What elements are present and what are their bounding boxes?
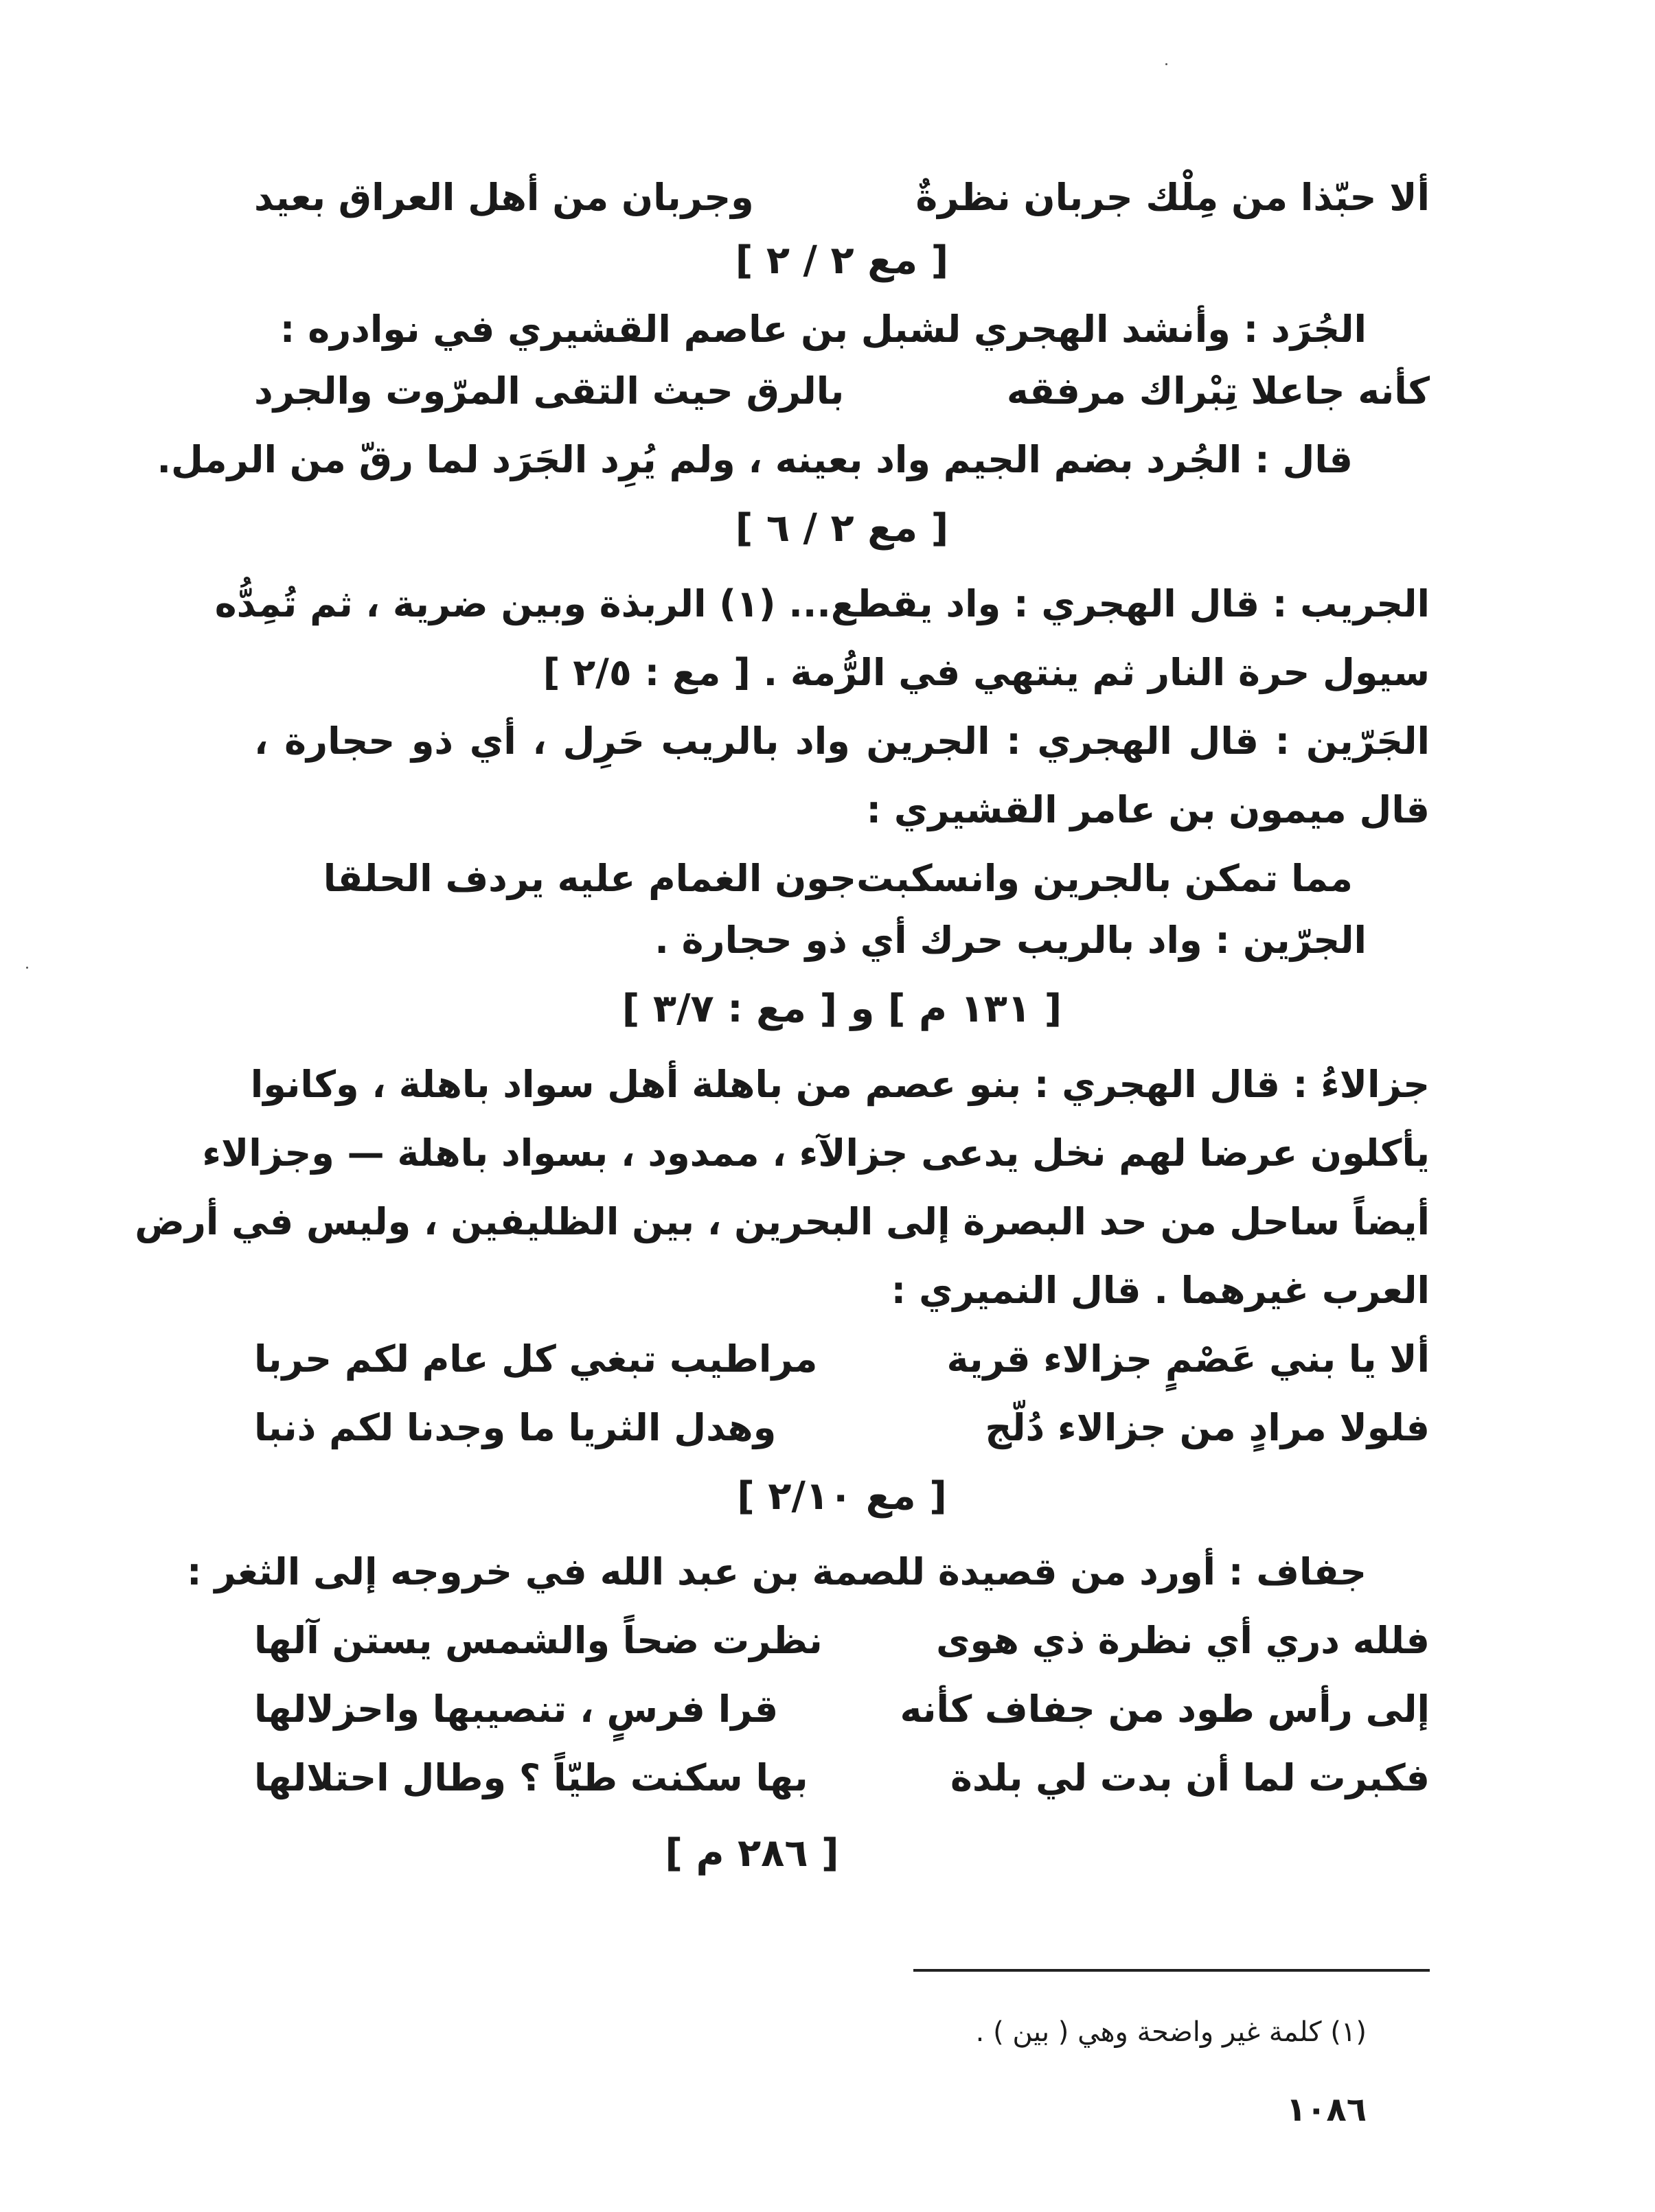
verse-first-hemistich: ألا يا بني عَصْمٍ جزالاء قرية <box>946 1337 1430 1381</box>
verse-first-hemistich: فكبرت لما أن بدت لي بلدة <box>950 1756 1430 1799</box>
verse-line-5 <box>254 1401 1430 1455</box>
page-number: ١٠٨٦ <box>1286 2090 1367 2129</box>
verse-first-hemistich: كأنه جاعلا تِبْراك مرفقه <box>1006 369 1430 413</box>
verse-second-hemistich: نظرت ضحاً والشمس يستن آلها <box>254 1619 823 1662</box>
source-reference: [ مع ٢ / ٦ ] <box>735 506 949 551</box>
verse-second-hemistich: بالرق حيث التقى المرّوت والجرد <box>254 369 845 413</box>
paragraph-line: سيول حرة النار ثم ينتهي في الرُّمة . [ مع : ٢/٥ ] <box>543 651 1430 694</box>
verse-line-4 <box>254 1332 1430 1387</box>
verse-line-7 <box>254 1682 1430 1737</box>
paragraph-line: العرب غيرهما . قال النميري : <box>891 1269 1430 1312</box>
source-reference: [ مع ٢/١٠ ] <box>737 1474 947 1519</box>
verse-line-2 <box>254 364 1430 419</box>
entry-heading-juzala: جزالاءُ : قال الهجري : بنو عصم من باهلة أهل سواد باهلة ، وكانوا <box>250 1063 1430 1106</box>
scan-speck <box>1165 63 1167 65</box>
paragraph-line: قال : الجُرد بضم الجيم واد بعينه ، ولم يُرِد الجَرَد لما رقّ من الرمل. <box>157 438 1353 481</box>
source-reference: [ ٢٨٦ م ] <box>665 1831 839 1876</box>
verse-second-hemistich: مراطيب تبغي كل عام لكم حربا <box>254 1337 818 1381</box>
entry-heading-al-jarib: الجريب : قال الهجري : واد يقطع... (١) الربذة وبين ضرية ، ثم تُمِدُّه <box>214 582 1430 625</box>
footnote: (١) كلمة غير واضحة وهي ( بين ) . <box>975 2016 1367 2048</box>
scan-speck <box>26 967 28 969</box>
paragraph-line: أيضاً ساحل من حد البصرة إلى البحرين ، بين الظليفين ، وليس في أرض <box>135 1200 1430 1243</box>
verse-line-6 <box>254 1613 1430 1668</box>
source-reference: [ مع ٢ / ٢ ] <box>735 238 949 283</box>
paragraph-line: قال ميمون بن عامر القشيري : <box>866 788 1430 831</box>
entry-heading-jifaf: جفاف : أورد من قصيدة للصمة بن عبد الله في خروجه إلى الثغر : <box>186 1550 1367 1593</box>
verse-first-hemistich: فلله دري أي نظرة ذي هوى <box>936 1619 1430 1662</box>
verse-second-hemistich: قرا فرسٍ ، تنصيبها واحزلالها <box>254 1687 779 1731</box>
verse-second-hemistich: وهدل الثريا ما وجدنا لكم ذنبا <box>254 1406 777 1449</box>
verse-first-hemistich: فلولا مرادٍ من جزالاء دُلّج <box>985 1406 1430 1449</box>
verse-line-3 <box>323 851 1353 906</box>
verse-line-8 <box>254 1751 1430 1806</box>
verse-second-hemistich: جون الغمام عليه يردف الحلقا <box>323 857 857 900</box>
verse-second-hemistich: وجربان من أهل العراق بعيد <box>254 176 754 219</box>
footnote-separator <box>913 1969 1430 1972</box>
entry-heading-al-jurad: الجُرَد : وأنشد الهجري لشبل بن عاصم القشيري في نوادره : <box>279 308 1367 351</box>
verse-line-1 <box>254 170 1430 225</box>
verse-first-hemistich: إلى رأس طود من جفاف كأنه <box>900 1687 1430 1731</box>
verse-first-hemistich: مما تمكن بالجرين وانسكبت <box>856 857 1353 900</box>
verse-first-hemistich: ألا حبّذا من مِلْك جربان نظرةٌ <box>915 176 1430 219</box>
verse-second-hemistich: بها سكنت طيّاً ؟ وطال احتلالها <box>254 1756 808 1799</box>
entry-heading-al-jarrin: الجَرّين : قال الهجري : الجرين واد بالريب حَرِل ، أي ذو حجارة ، <box>254 719 1430 763</box>
paragraph-line: يأكلون عرضا لهم نخل يدعى جزالآء ، ممدود ، بسواد باهلة — وجزالاء <box>202 1131 1430 1175</box>
source-reference: [ ١٣١ م ] و [ مع : ٣/٧ ] <box>621 987 1062 1031</box>
paragraph-line: الجرّين : واد بالريب حرك أي ذو حجارة . <box>654 919 1367 962</box>
